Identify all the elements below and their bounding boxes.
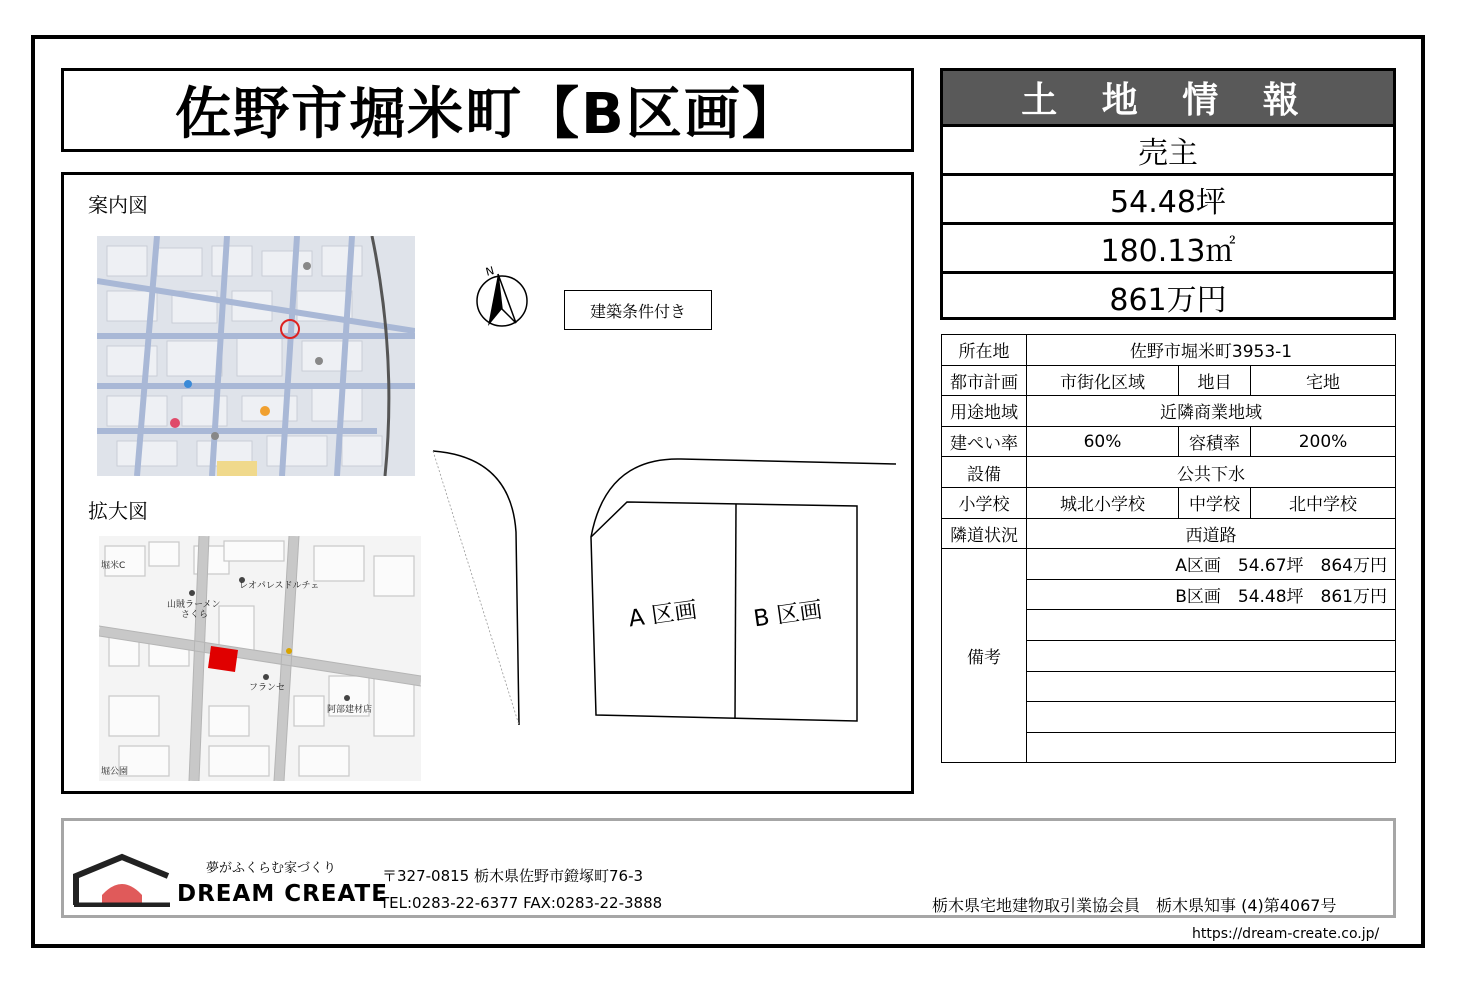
city-plan-value: 市街化区域	[1027, 365, 1179, 396]
junior-high-value: 北中学校	[1251, 487, 1396, 518]
compass-icon	[477, 264, 527, 326]
building-condition-badge	[564, 290, 712, 330]
table-row	[942, 549, 1396, 580]
label-c: 堀米C	[101, 561, 126, 571]
note-lot-b: B区画 54.48坪 861万円	[1027, 579, 1396, 610]
footer	[61, 818, 1396, 918]
note-empty	[1027, 732, 1396, 763]
location-value: 佐野市堀米町3953-1	[1027, 335, 1396, 366]
seller-row: 売主	[943, 127, 1393, 176]
far-key: 容積率	[1179, 426, 1251, 457]
slogan: 夢がふくらむ家づくり	[206, 861, 337, 876]
land-info-header: 土 地 情 報	[943, 71, 1393, 127]
map-panel	[61, 172, 914, 794]
label-ramen: 山賊ラーメン	[167, 600, 221, 610]
area-tsubo-row: 54.48坪	[943, 176, 1393, 225]
enlarged-map-label: 拡大図	[88, 499, 148, 523]
land-category-value: 宅地	[1251, 365, 1396, 396]
note-empty	[1027, 640, 1396, 671]
bcr-key: 建ぺい率	[942, 426, 1027, 457]
table-row	[942, 396, 1396, 427]
company-address: 〒327-0815 栃木県佐野市鐙塚町76-3	[382, 867, 644, 885]
label-park: 堀公園	[101, 767, 129, 777]
title-box	[61, 68, 914, 152]
label-abe: 阿部建材店	[327, 705, 373, 715]
table-row	[942, 487, 1396, 518]
website-url[interactable]: https://dream-create.co.jp/	[1192, 926, 1380, 942]
zoning-key: 用途地域	[942, 396, 1027, 427]
lot-a-label: A 区画	[626, 597, 699, 633]
page-title: 佐野市堀米町【B区画】	[175, 82, 800, 147]
far-value: 200%	[1251, 426, 1396, 457]
table-row	[942, 365, 1396, 396]
land-info-panel	[940, 68, 1396, 320]
table-row	[942, 426, 1396, 457]
label-leopalace: レオパレスドルチェ	[239, 581, 320, 591]
road-value: 西道路	[1027, 518, 1396, 549]
notes-key: 備考	[942, 549, 1027, 763]
label-sakura: さくら	[181, 610, 209, 620]
land-category-key: 地目	[1179, 365, 1251, 396]
guide-map-label: 案内図	[88, 193, 148, 217]
note-empty	[1027, 610, 1396, 641]
note-lot-a: A区画 54.67坪 864万円	[1027, 549, 1396, 580]
membership-info: 栃木県宅地建物取引業協会員 栃木県知事 (4)第4067号	[932, 896, 1337, 915]
note-empty	[1027, 671, 1396, 702]
house-logo-icon	[72, 851, 172, 907]
area-m2-row: 180.13㎡	[943, 225, 1393, 274]
bcr-value: 60%	[1027, 426, 1179, 457]
facilities-key: 設備	[942, 457, 1027, 488]
company-contact: TEL:0283-22-6377 FAX:0283-22-3888	[380, 894, 663, 912]
compass-north-label: N	[484, 264, 496, 279]
elementary-key: 小学校	[942, 487, 1027, 518]
detail-table	[941, 334, 1396, 763]
price-row: 861万円	[1109, 283, 1227, 318]
brand-name: DREAM CREATE	[177, 881, 388, 907]
facilities-value: 公共下水	[1027, 457, 1396, 488]
zoning-value: 近隣商業地域	[1027, 396, 1396, 427]
building-condition-label: 建築条件付き	[589, 301, 686, 321]
lot-drawing	[61, 172, 914, 794]
location-key: 所在地	[942, 335, 1027, 366]
label-france: フランセ	[249, 683, 286, 693]
note-empty	[1027, 702, 1396, 733]
elementary-value: 城北小学校	[1027, 487, 1179, 518]
junior-high-key: 中学校	[1179, 487, 1251, 518]
table-row	[942, 457, 1396, 488]
road-key: 隣道状況	[942, 518, 1027, 549]
city-plan-key: 都市計画	[942, 365, 1027, 396]
table-row	[942, 335, 1396, 366]
lot-b-label: B 区画	[751, 597, 824, 633]
table-row	[942, 518, 1396, 549]
